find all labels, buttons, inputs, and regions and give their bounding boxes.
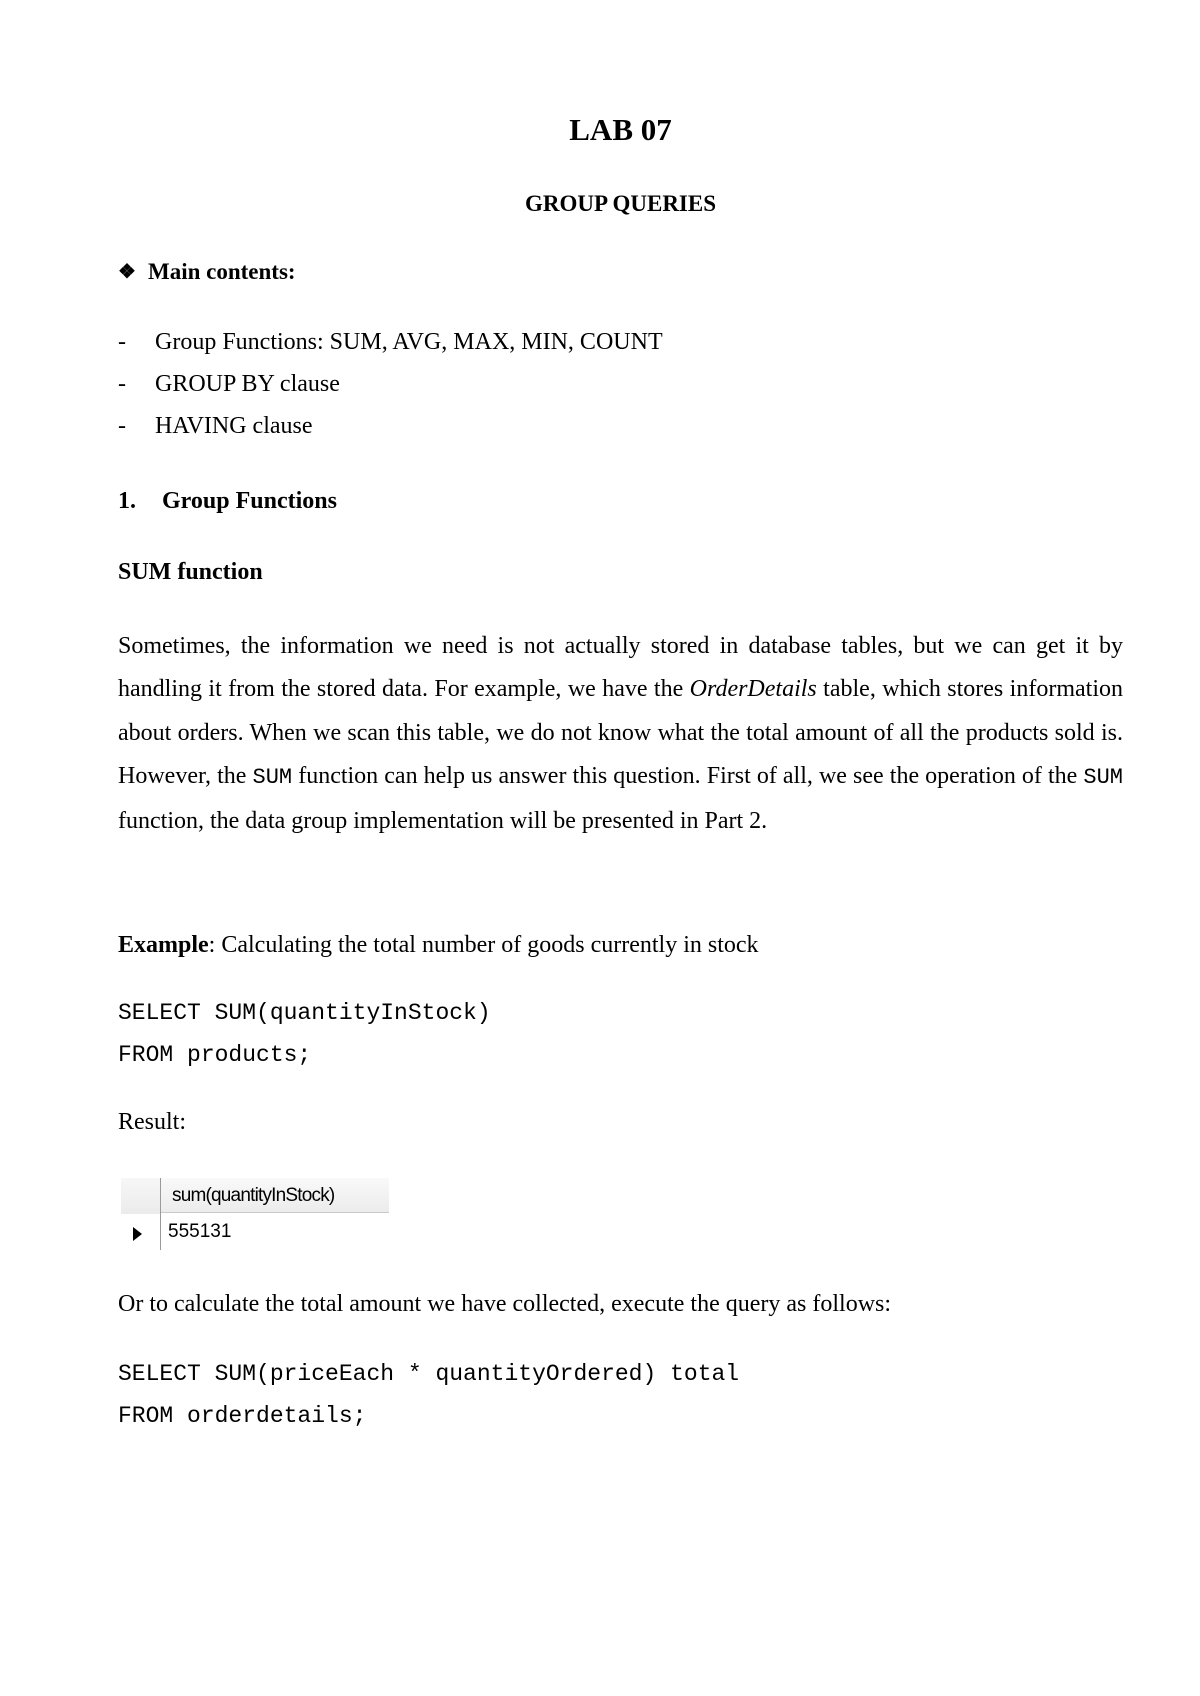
lab-title: LAB 07	[569, 112, 672, 147]
diamond-bullet-icon: ❖	[118, 261, 136, 283]
list-item	[118, 411, 663, 453]
list-item-text: Group Functions: SUM, AVG, MAX, MIN, COUNT	[155, 329, 663, 355]
row-pointer-icon	[133, 1227, 142, 1241]
list-item-text: GROUP BY clause	[155, 371, 340, 397]
paragraph-text: table, which stores information about orders. When we scan this table, we do not know what the total amount of all the products sold is. However, the	[118, 676, 1123, 790]
grid-cell[interactable]: 555131	[168, 1221, 232, 1242]
intro-paragraph	[118, 625, 1123, 843]
list-item	[118, 369, 663, 411]
section-1-heading	[118, 486, 337, 516]
code-line: FROM products;	[118, 1042, 312, 1068]
row-selector[interactable]	[121, 1214, 160, 1250]
code-block-2	[118, 1353, 739, 1437]
inline-code: SUM	[252, 765, 293, 791]
total-amount-text: Or to calculate the total amount we have collected, execute the query as follows:	[118, 1291, 892, 1317]
sum-function-heading: SUM function	[118, 559, 263, 585]
grid-column-header[interactable]: sum(quantityInStock)	[161, 1178, 389, 1213]
main-contents-label: Main contents:	[148, 259, 296, 284]
dash-bullet: -	[118, 329, 126, 355]
list-item-text: HAVING clause	[155, 413, 313, 439]
lab-subtitle: GROUP QUERIES	[524, 191, 717, 216]
code-block-1	[118, 992, 491, 1076]
result-label: Result:	[118, 1109, 187, 1135]
section-number: 1.	[118, 488, 136, 514]
main-contents-list	[118, 327, 663, 453]
dash-bullet: -	[118, 371, 126, 397]
grid-corner	[121, 1178, 160, 1214]
table-name: OrderDetails	[689, 676, 817, 703]
example-line	[118, 930, 759, 960]
main-contents-heading	[118, 257, 296, 287]
paragraph-text: function, the data group implementation will be presented in Part 2.	[118, 807, 768, 834]
dash-bullet: -	[118, 413, 126, 439]
document-page	[118, 0, 1123, 1696]
code-line: SELECT SUM(priceEach * quantityOrdered) total	[118, 1361, 740, 1387]
code-line: SELECT SUM(quantityInStock)	[118, 1000, 491, 1026]
paragraph-text: Sometimes, the information we need is not actually stored in database tables, but we can get it by handling it from the stored data. For example, we have the	[118, 633, 1123, 703]
section-title: Group Functions	[162, 488, 337, 514]
list-item	[118, 327, 663, 369]
example-text: : Calculating the total number of goods currently in stock	[208, 932, 759, 958]
example-label: Example	[118, 932, 209, 958]
result-grid	[121, 1178, 389, 1250]
inline-code: SUM	[1083, 765, 1123, 791]
code-line: FROM orderdetails;	[118, 1403, 367, 1429]
paragraph-text: function can help us answer this question. First of all, we see the operation of the	[292, 763, 1084, 790]
